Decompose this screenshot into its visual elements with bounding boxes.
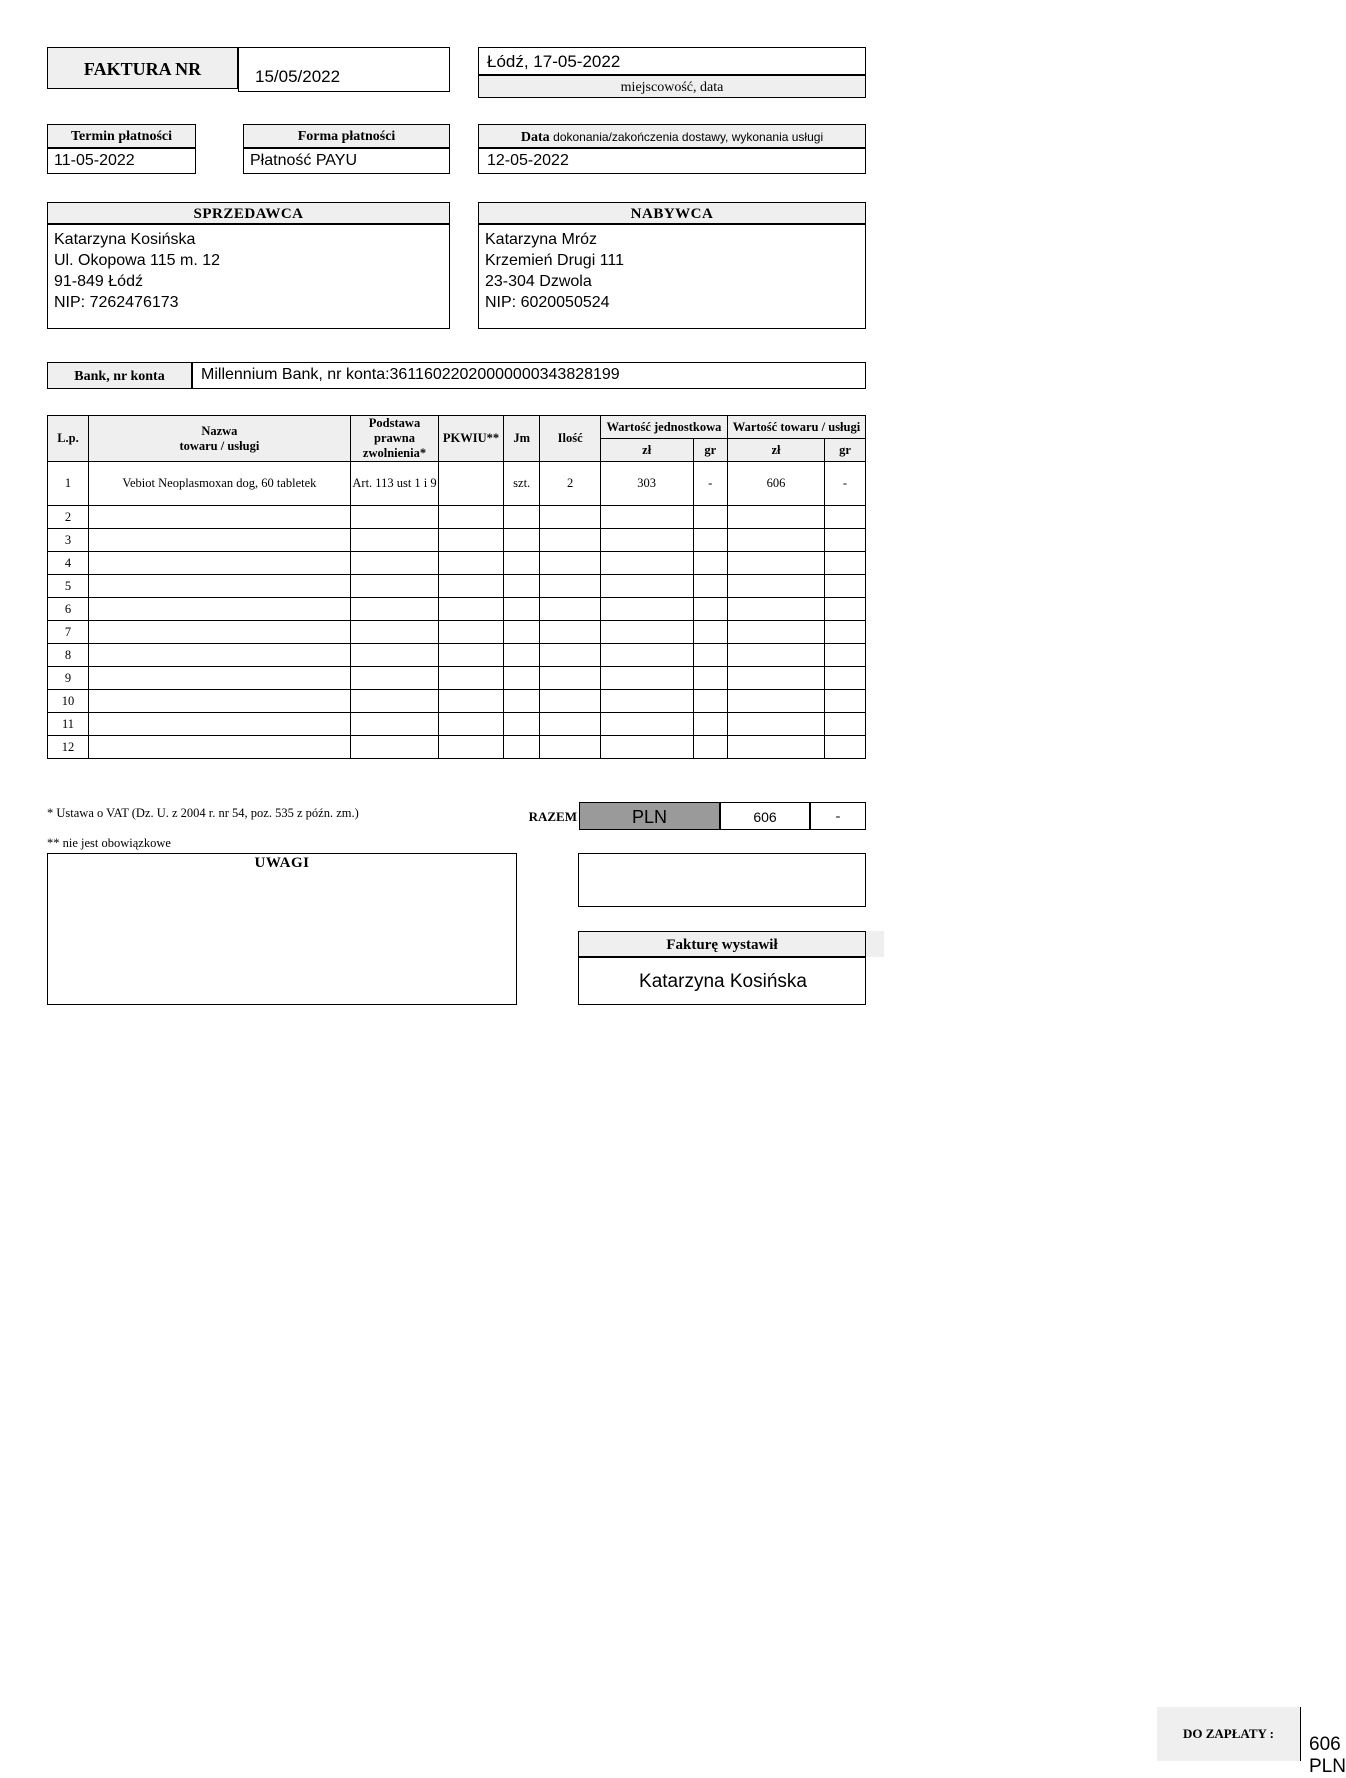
table-row [48,506,866,529]
cell-total-gr [824,529,865,552]
payment-form-box [243,148,450,174]
cell-total-zl [727,575,824,598]
cell-nazwa [88,529,350,552]
cell-unit-zl [600,575,693,598]
payment-term-value: 11-05-2022 [54,152,135,169]
cell-pkwiu [439,462,504,506]
cell-total-gr [824,506,865,529]
table-row [48,644,866,667]
seller-line: NIP: 7262476173 [54,294,179,311]
cell-total-gr [824,690,865,713]
th-ilosc: Ilość [540,416,600,462]
cell-unit-zl [600,506,693,529]
cell-total-zl [727,713,824,736]
seller-line: 91-849 Łódź [54,273,143,290]
cell-total-zl [727,667,824,690]
th-unit-gr: gr [693,439,727,462]
table-row [48,575,866,598]
cell-total-gr [824,667,865,690]
cell-jm [503,713,540,736]
table-row [48,713,866,736]
delivery-date-label-rest: dokonania/zakończenia dostawy, wykonania usługi [553,130,824,144]
issuer-box [578,957,866,1005]
cell-podstawa [350,667,438,690]
th-podstawa-line2: prawna [374,431,415,445]
th-podstawa [350,416,438,462]
table-row [48,667,866,690]
cell-nazwa [88,552,350,575]
cell-jm [503,644,540,667]
cell-total-gr: - [824,462,865,506]
total-zl: 606 [720,802,810,830]
cell-total-zl [727,644,824,667]
cell-total-zl [727,529,824,552]
cell-lp: 9 [48,667,89,690]
th-total-zl: zł [727,439,824,462]
buyer-header: NABYWCA [478,202,866,224]
buyer-line: 23-304 Dzwola [485,273,592,290]
delivery-date-label [478,124,866,148]
th-nazwa [88,416,350,462]
cell-pkwiu [439,598,504,621]
issuer-name: Katarzyna Kosińska [639,971,807,992]
cell-lp: 6 [48,598,89,621]
bank-label: Bank, nr konta [47,362,192,389]
seller-lines [48,225,449,313]
cell-lp: 8 [48,644,89,667]
cell-total-zl [727,506,824,529]
cell-lp: 1 [48,462,89,506]
cell-jm: szt. [503,462,540,506]
cell-ilosc [540,598,600,621]
table-row [48,462,866,506]
cell-unit-zl [600,713,693,736]
th-total-gr: gr [824,439,865,462]
buyer-line: Katarzyna Mróz [485,231,598,248]
cell-total-gr [824,736,865,759]
cell-ilosc [540,667,600,690]
cell-total-zl [727,736,824,759]
cell-pkwiu [439,575,504,598]
cell-podstawa [350,621,438,644]
seller-line: Ul. Okopowa 115 m. 12 [54,252,221,269]
cell-pkwiu [439,506,504,529]
issuer-header-shadow [866,931,884,957]
cell-unit-gr [693,690,727,713]
table-row [48,598,866,621]
payment-term-box [47,148,196,174]
cell-total-zl [727,621,824,644]
cell-ilosc [540,736,600,759]
cell-pkwiu [439,529,504,552]
cell-ilosc [540,644,600,667]
cell-lp: 10 [48,690,89,713]
cell-jm [503,667,540,690]
remarks-box[interactable] [47,853,517,1005]
cell-unit-zl [600,690,693,713]
cell-podstawa [350,552,438,575]
cell-ilosc [540,621,600,644]
cell-unit-zl [600,598,693,621]
cell-ilosc [540,575,600,598]
city-date-label: miejscowość, data [478,75,866,98]
seller-header: SPRZEDAWCA [47,202,450,224]
cell-total-gr [824,644,865,667]
table-row [48,690,866,713]
bank-account-value: Millennium Bank, nr konta:36116022020000000343828199 [201,366,620,383]
buyer-box [478,224,866,329]
invoice-number-box [238,47,450,92]
payment-form-label: Forma płatności [243,124,450,148]
th-podstawa-line3: zwolnienia* [362,446,427,460]
cell-nazwa [88,690,350,713]
cell-ilosc [540,690,600,713]
cell-unit-zl [600,552,693,575]
invoice-number-value: 15/05/2022 [255,67,341,86]
total-currency: PLN [579,802,720,830]
cell-unit-gr [693,644,727,667]
th-wartosc-jednostkowa: Wartość jednostkowa [600,416,727,439]
cell-jm [503,736,540,759]
buyer-lines [479,225,865,313]
cell-total-zl [727,552,824,575]
cell-nazwa [88,506,350,529]
seller-box [47,224,450,329]
cell-nazwa [88,575,350,598]
cell-nazwa [88,667,350,690]
cell-unit-zl [600,621,693,644]
cell-lp: 3 [48,529,89,552]
cell-lp: 11 [48,713,89,736]
cell-lp: 2 [48,506,89,529]
th-nazwa-line1: Nazwa [201,423,238,438]
cell-jm [503,552,540,575]
cell-podstawa [350,506,438,529]
cell-pkwiu [439,667,504,690]
amount-due-value: 606 PLN [1309,1734,1346,1777]
cell-jm [503,598,540,621]
footnote-one: * Ustawa o VAT (Dz. U. z 2004 r. nr 54, poz. 535 z późn. zm.) [47,806,359,820]
cell-jm [503,575,540,598]
cell-jm [503,690,540,713]
table-row [48,736,866,759]
cell-jm [503,621,540,644]
cell-nazwa [88,644,350,667]
cell-unit-gr [693,667,727,690]
cell-pkwiu [439,644,504,667]
cell-unit-gr: - [693,462,727,506]
cell-podstawa [350,713,438,736]
cell-lp: 12 [48,736,89,759]
cell-total-gr [824,598,865,621]
cell-total-gr [824,552,865,575]
delivery-date-label-strong: Data [520,130,550,145]
cell-jm [503,529,540,552]
buyer-line: Krzemień Drugi 111 [485,252,625,269]
cell-unit-zl [600,736,693,759]
table-row [48,552,866,575]
cell-total-zl [727,690,824,713]
th-jm: Jm [503,416,540,462]
cell-nazwa [88,598,350,621]
remarks-header: UWAGI [254,855,310,871]
th-podstawa-line1: Podstawa [368,416,421,430]
cell-nazwa [88,713,350,736]
cell-lp: 7 [48,621,89,644]
cell-unit-gr [693,506,727,529]
amount-due-label: DO ZAPŁATY : [1157,1707,1301,1761]
cell-pkwiu [439,736,504,759]
cell-total-zl: 606 [727,462,824,506]
cell-ilosc [540,529,600,552]
cell-total-gr [824,575,865,598]
th-lp: L.p. [48,416,89,462]
cell-ilosc [540,713,600,736]
cell-total-gr [824,713,865,736]
delivery-date-value: 12-05-2022 [487,152,569,169]
delivery-date-box [478,148,866,174]
cell-unit-gr [693,713,727,736]
payment-term-label: Termin płatności [47,124,196,148]
bank-account-box [192,362,866,389]
total-gr: - [810,802,866,830]
cell-ilosc [540,552,600,575]
cell-podstawa [350,736,438,759]
cell-unit-gr [693,552,727,575]
cell-unit-zl [600,529,693,552]
cell-nazwa [88,736,350,759]
cell-total-gr [824,621,865,644]
cell-unit-zl: 303 [600,462,693,506]
cell-unit-gr [693,529,727,552]
items-table [47,415,866,759]
cell-pkwiu [439,690,504,713]
th-nazwa-line2: towaru / usługi [179,438,260,453]
cell-unit-gr [693,575,727,598]
seller-line: Katarzyna Kosińska [54,231,196,248]
cell-lp: 4 [48,552,89,575]
th-wartosc-towaru: Wartość towaru / usługi [727,416,865,439]
cell-pkwiu [439,621,504,644]
cell-nazwa [88,621,350,644]
total-label: RAZEM [528,809,577,824]
cell-jm [503,506,540,529]
city-date-value: Łódź, 17-05-2022 [487,52,621,71]
cell-podstawa [350,598,438,621]
issuer-header: Fakturę wystawił [578,931,866,957]
cell-podstawa [350,644,438,667]
cell-unit-zl [600,667,693,690]
payment-form-value: Płatność PAYU [250,152,358,169]
cell-ilosc [540,506,600,529]
city-date-box [478,47,866,75]
cell-unit-gr [693,621,727,644]
cell-ilosc: 2 [540,462,600,506]
invoice-title: FAKTURA NR [47,47,238,89]
table-row [48,621,866,644]
cell-pkwiu [439,713,504,736]
cell-unit-zl [600,644,693,667]
table-row [48,529,866,552]
cell-podstawa [350,690,438,713]
cell-unit-gr [693,736,727,759]
buyer-line: NIP: 6020050524 [485,294,610,311]
cell-lp: 5 [48,575,89,598]
cell-podstawa [350,529,438,552]
cell-podstawa: Art. 113 ust 1 i 9 [350,462,438,506]
cell-pkwiu [439,552,504,575]
cell-nazwa: Vebiot Neoplasmoxan dog, 60 tabletek [88,462,350,506]
th-pkwiu: PKWIU** [439,416,504,462]
cell-total-zl [727,598,824,621]
th-unit-zl: zł [600,439,693,462]
cell-podstawa [350,575,438,598]
footnote-two: ** nie jest obowiązkowe [47,836,171,850]
cell-unit-gr [693,598,727,621]
